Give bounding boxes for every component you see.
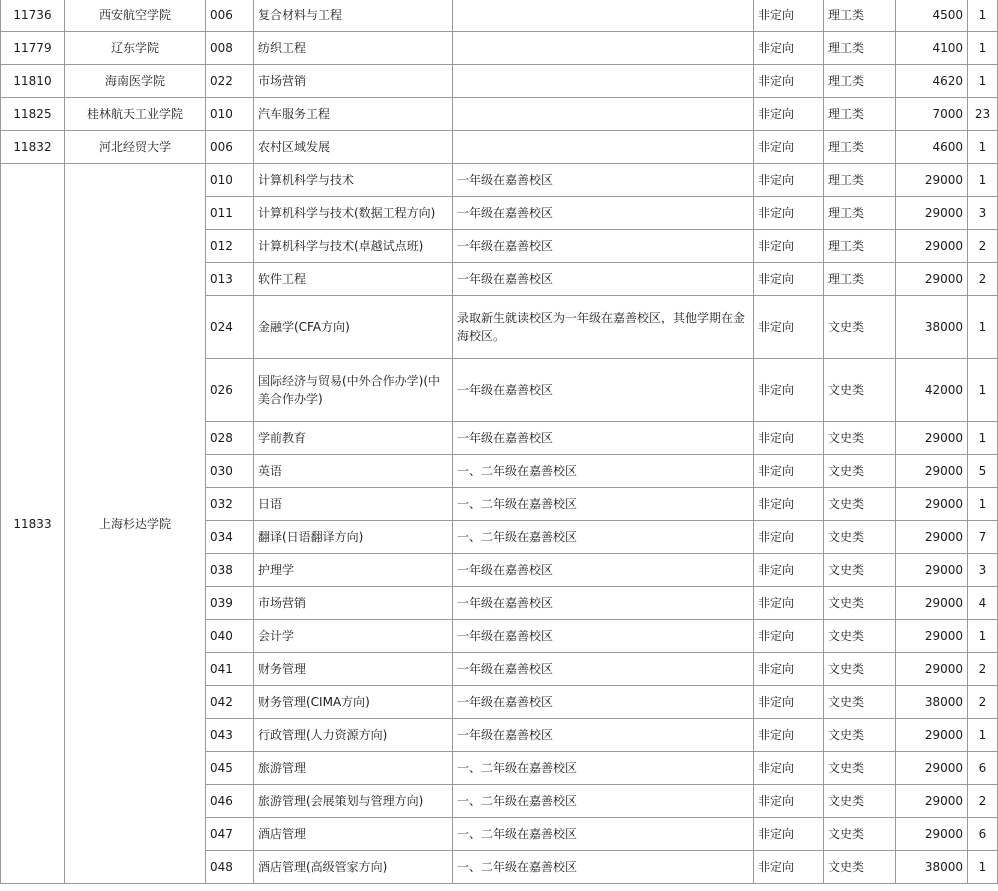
- tuition-cell: 4100: [896, 32, 968, 65]
- major-code-cell: 048: [206, 851, 254, 884]
- major-code-cell: 028: [206, 422, 254, 455]
- tuition-cell: 29000: [896, 752, 968, 785]
- major-code-cell: 030: [206, 455, 254, 488]
- major-name-cell: 旅游管理(会展策划与管理方向): [254, 785, 453, 818]
- major-code-cell: 046: [206, 785, 254, 818]
- school-name-cell: 海南医学院: [65, 65, 206, 98]
- major-name-cell: 会计学: [254, 620, 453, 653]
- note-cell: 一年级在嘉善校区: [453, 359, 754, 422]
- direction-cell: 非定向: [754, 359, 824, 422]
- major-code-cell: 010: [206, 164, 254, 197]
- tuition-cell: 29000: [896, 197, 968, 230]
- direction-cell: 非定向: [754, 455, 824, 488]
- category-cell: 理工类: [824, 230, 896, 263]
- tuition-cell: 29000: [896, 719, 968, 752]
- quota-cell: 1: [968, 0, 998, 32]
- major-code-cell: 010: [206, 98, 254, 131]
- direction-cell: 非定向: [754, 752, 824, 785]
- major-code-cell: 026: [206, 359, 254, 422]
- note-cell: 一、二年级在嘉善校区: [453, 785, 754, 818]
- school-name-cell: 西安航空学院: [65, 0, 206, 32]
- note-cell: 一、二年级在嘉善校区: [453, 488, 754, 521]
- table-row: [1, 164, 998, 197]
- category-cell: 文史类: [824, 620, 896, 653]
- note-cell: 一年级在嘉善校区: [453, 653, 754, 686]
- category-cell: 文史类: [824, 686, 896, 719]
- tuition-cell: 29000: [896, 653, 968, 686]
- direction-cell: 非定向: [754, 230, 824, 263]
- direction-cell: 非定向: [754, 851, 824, 884]
- category-cell: 文史类: [824, 554, 896, 587]
- major-code-cell: 045: [206, 752, 254, 785]
- school-name-cell: 河北经贸大学: [65, 131, 206, 164]
- category-cell: 理工类: [824, 65, 896, 98]
- major-name-cell: 日语: [254, 488, 453, 521]
- tuition-cell: 29000: [896, 263, 968, 296]
- quota-cell: 23: [968, 98, 998, 131]
- note-cell: 一、二年级在嘉善校区: [453, 818, 754, 851]
- direction-cell: 非定向: [754, 197, 824, 230]
- note-cell: 一、二年级在嘉善校区: [453, 851, 754, 884]
- tuition-cell: 29000: [896, 164, 968, 197]
- direction-cell: 非定向: [754, 32, 824, 65]
- category-cell: 文史类: [824, 422, 896, 455]
- note-cell: [453, 98, 754, 131]
- note-cell: 一年级在嘉善校区: [453, 587, 754, 620]
- tuition-cell: 29000: [896, 818, 968, 851]
- category-cell: 文史类: [824, 359, 896, 422]
- major-code-cell: 032: [206, 488, 254, 521]
- category-cell: 文史类: [824, 587, 896, 620]
- major-code-cell: 038: [206, 554, 254, 587]
- quota-cell: 6: [968, 752, 998, 785]
- major-name-cell: 纺织工程: [254, 32, 453, 65]
- tuition-cell: 29000: [896, 587, 968, 620]
- quota-cell: 1: [968, 851, 998, 884]
- quota-cell: 1: [968, 359, 998, 422]
- tuition-cell: 29000: [896, 422, 968, 455]
- note-cell: 一、二年级在嘉善校区: [453, 455, 754, 488]
- direction-cell: 非定向: [754, 521, 824, 554]
- tuition-cell: 42000: [896, 359, 968, 422]
- quota-cell: 5: [968, 455, 998, 488]
- category-cell: 理工类: [824, 32, 896, 65]
- quota-cell: 7: [968, 521, 998, 554]
- major-name-cell: 酒店管理: [254, 818, 453, 851]
- category-cell: 文史类: [824, 653, 896, 686]
- direction-cell: 非定向: [754, 98, 824, 131]
- major-code-cell: 012: [206, 230, 254, 263]
- quota-cell: 1: [968, 620, 998, 653]
- direction-cell: 非定向: [754, 422, 824, 455]
- major-name-cell: 护理学: [254, 554, 453, 587]
- table-body: [1, 0, 998, 884]
- major-name-cell: 旅游管理: [254, 752, 453, 785]
- quota-cell: 1: [968, 488, 998, 521]
- school-name-cell: 桂林航天工业学院: [65, 98, 206, 131]
- category-cell: 理工类: [824, 197, 896, 230]
- quota-cell: 1: [968, 65, 998, 98]
- quota-cell: 1: [968, 719, 998, 752]
- school-code-cell: 11810: [1, 65, 65, 98]
- table-row: [1, 32, 998, 65]
- school-code-cell: 11833: [1, 164, 65, 884]
- category-cell: 文史类: [824, 488, 896, 521]
- quota-cell: 1: [968, 164, 998, 197]
- tuition-cell: 38000: [896, 851, 968, 884]
- direction-cell: 非定向: [754, 587, 824, 620]
- major-name-cell: 复合材料与工程: [254, 0, 453, 32]
- category-cell: 理工类: [824, 131, 896, 164]
- tuition-cell: 38000: [896, 296, 968, 359]
- tuition-cell: 29000: [896, 521, 968, 554]
- major-code-cell: 039: [206, 587, 254, 620]
- table-row: [1, 65, 998, 98]
- quota-cell: 2: [968, 263, 998, 296]
- category-cell: 文史类: [824, 719, 896, 752]
- major-code-cell: 008: [206, 32, 254, 65]
- major-code-cell: 042: [206, 686, 254, 719]
- tuition-cell: 29000: [896, 488, 968, 521]
- quota-cell: 4: [968, 587, 998, 620]
- category-cell: 文史类: [824, 521, 896, 554]
- major-code-cell: 006: [206, 0, 254, 32]
- major-code-cell: 024: [206, 296, 254, 359]
- major-code-cell: 034: [206, 521, 254, 554]
- note-cell: 一年级在嘉善校区: [453, 719, 754, 752]
- major-name-cell: 财务管理(CIMA方向): [254, 686, 453, 719]
- quota-cell: 2: [968, 686, 998, 719]
- tuition-cell: 4600: [896, 131, 968, 164]
- school-code-cell: 11736: [1, 0, 65, 32]
- category-cell: 理工类: [824, 0, 896, 32]
- major-name-cell: 行政管理(人力资源方向): [254, 719, 453, 752]
- direction-cell: 非定向: [754, 65, 824, 98]
- major-name-cell: 英语: [254, 455, 453, 488]
- note-cell: 一、二年级在嘉善校区: [453, 521, 754, 554]
- major-name-cell: 酒店管理(高级管家方向): [254, 851, 453, 884]
- note-cell: 录取新生就读校区为一年级在嘉善校区，其他学期在金海校区。: [453, 296, 754, 359]
- quota-cell: 2: [968, 230, 998, 263]
- note-cell: 一年级在嘉善校区: [453, 554, 754, 587]
- major-name-cell: 计算机科学与技术: [254, 164, 453, 197]
- major-code-cell: 040: [206, 620, 254, 653]
- note-cell: [453, 65, 754, 98]
- school-code-cell: 11832: [1, 131, 65, 164]
- table-row: [1, 131, 998, 164]
- direction-cell: 非定向: [754, 653, 824, 686]
- major-name-cell: 翻译(日语翻译方向): [254, 521, 453, 554]
- direction-cell: 非定向: [754, 296, 824, 359]
- note-cell: 一年级在嘉善校区: [453, 197, 754, 230]
- major-name-cell: 财务管理: [254, 653, 453, 686]
- major-code-cell: 022: [206, 65, 254, 98]
- tuition-cell: 7000: [896, 98, 968, 131]
- table-row: [1, 98, 998, 131]
- major-name-cell: 计算机科学与技术(数据工程方向): [254, 197, 453, 230]
- quota-cell: 6: [968, 818, 998, 851]
- direction-cell: 非定向: [754, 0, 824, 32]
- major-name-cell: 金融学(CFA方向): [254, 296, 453, 359]
- category-cell: 文史类: [824, 296, 896, 359]
- direction-cell: 非定向: [754, 263, 824, 296]
- major-name-cell: 计算机科学与技术(卓越试点班): [254, 230, 453, 263]
- category-cell: 理工类: [824, 98, 896, 131]
- major-name-cell: 市场营销: [254, 587, 453, 620]
- direction-cell: 非定向: [754, 686, 824, 719]
- note-cell: 一年级在嘉善校区: [453, 164, 754, 197]
- direction-cell: 非定向: [754, 719, 824, 752]
- major-name-cell: 农村区域发展: [254, 131, 453, 164]
- category-cell: 理工类: [824, 263, 896, 296]
- major-name-cell: 学前教育: [254, 422, 453, 455]
- quota-cell: 1: [968, 422, 998, 455]
- category-cell: 文史类: [824, 851, 896, 884]
- major-code-cell: 041: [206, 653, 254, 686]
- tuition-cell: 29000: [896, 554, 968, 587]
- note-cell: 一年级在嘉善校区: [453, 263, 754, 296]
- note-cell: [453, 0, 754, 32]
- quota-cell: 1: [968, 32, 998, 65]
- note-cell: [453, 131, 754, 164]
- note-cell: 一年级在嘉善校区: [453, 620, 754, 653]
- major-name-cell: 汽车服务工程: [254, 98, 453, 131]
- category-cell: 文史类: [824, 455, 896, 488]
- table-row: [1, 0, 998, 32]
- tuition-cell: 29000: [896, 230, 968, 263]
- category-cell: 文史类: [824, 785, 896, 818]
- major-name-cell: 国际经济与贸易(中外合作办学)(中美合作办学): [254, 359, 453, 422]
- school-code-cell: 11825: [1, 98, 65, 131]
- major-name-cell: 市场营销: [254, 65, 453, 98]
- category-cell: 理工类: [824, 164, 896, 197]
- direction-cell: 非定向: [754, 131, 824, 164]
- note-cell: 一年级在嘉善校区: [453, 422, 754, 455]
- direction-cell: 非定向: [754, 785, 824, 818]
- tuition-cell: 29000: [896, 455, 968, 488]
- major-code-cell: 047: [206, 818, 254, 851]
- category-cell: 文史类: [824, 752, 896, 785]
- category-cell: 文史类: [824, 818, 896, 851]
- note-cell: 一、二年级在嘉善校区: [453, 752, 754, 785]
- quota-cell: 1: [968, 131, 998, 164]
- quota-cell: 1: [968, 296, 998, 359]
- direction-cell: 非定向: [754, 818, 824, 851]
- school-name-cell: 辽东学院: [65, 32, 206, 65]
- note-cell: 一年级在嘉善校区: [453, 230, 754, 263]
- direction-cell: 非定向: [754, 488, 824, 521]
- quota-cell: 2: [968, 653, 998, 686]
- note-cell: [453, 32, 754, 65]
- note-cell: 一年级在嘉善校区: [453, 686, 754, 719]
- major-name-cell: 软件工程: [254, 263, 453, 296]
- major-code-cell: 011: [206, 197, 254, 230]
- school-name-cell: 上海杉达学院: [65, 164, 206, 884]
- direction-cell: 非定向: [754, 620, 824, 653]
- major-code-cell: 013: [206, 263, 254, 296]
- tuition-cell: 4500: [896, 0, 968, 32]
- tuition-cell: 29000: [896, 620, 968, 653]
- school-code-cell: 11779: [1, 32, 65, 65]
- tuition-cell: 4620: [896, 65, 968, 98]
- tuition-cell: 29000: [896, 785, 968, 818]
- major-code-cell: 006: [206, 131, 254, 164]
- major-code-cell: 043: [206, 719, 254, 752]
- direction-cell: 非定向: [754, 164, 824, 197]
- tuition-cell: 38000: [896, 686, 968, 719]
- quota-cell: 2: [968, 785, 998, 818]
- quota-cell: 3: [968, 197, 998, 230]
- direction-cell: 非定向: [754, 554, 824, 587]
- quota-cell: 3: [968, 554, 998, 587]
